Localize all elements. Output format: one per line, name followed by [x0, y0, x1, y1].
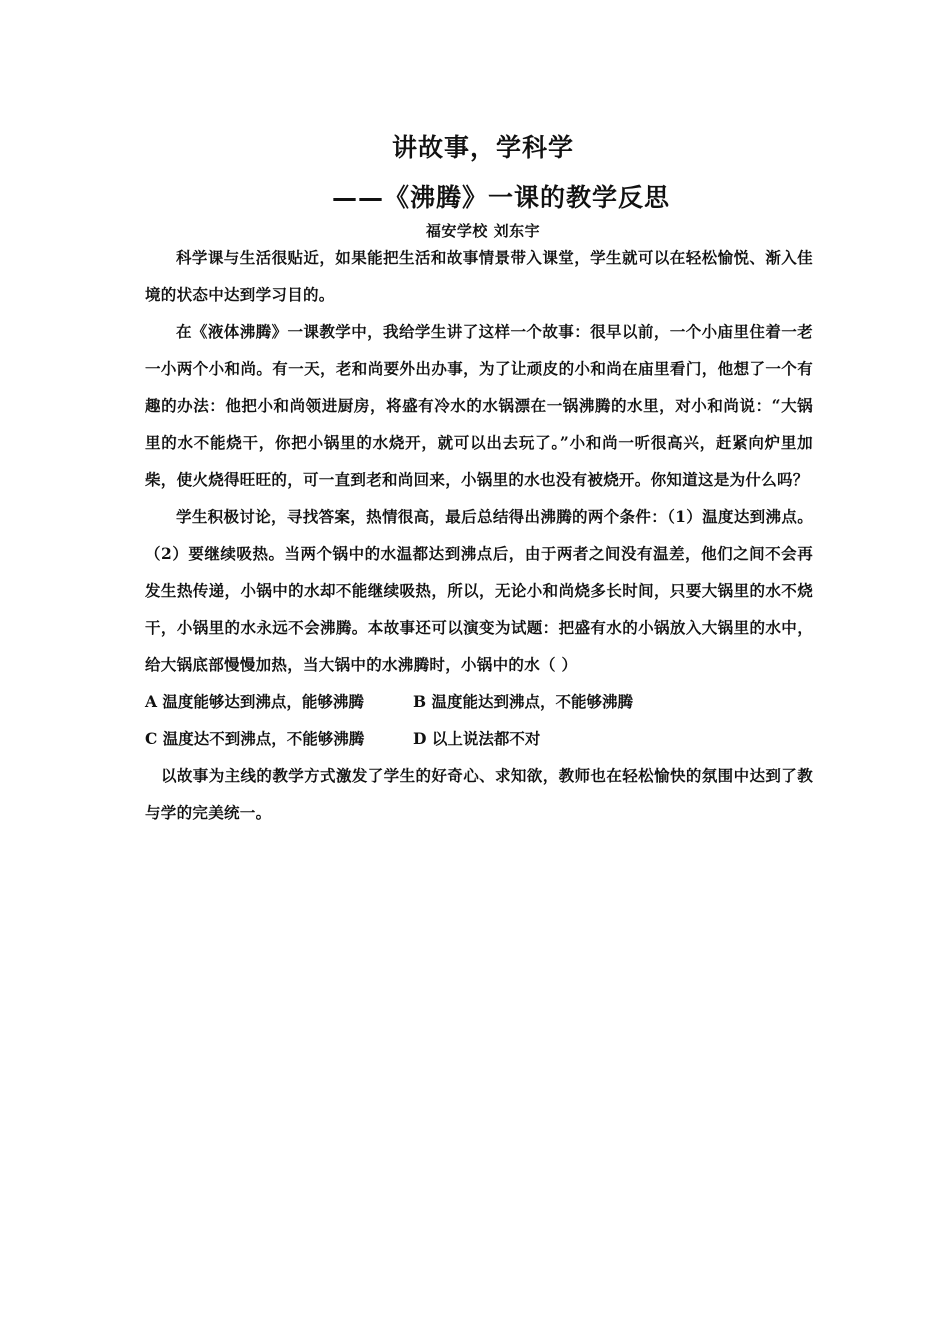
options-row-1 [145, 683, 813, 720]
author-line: 福安学校 刘东宇 [425, 222, 541, 240]
document-page [145, 128, 813, 831]
paragraph-story: 在《液体沸腾》一课教学中，我给学生讲了这样一个故事：很早以前，一个小庙里住着一老一小两个小和尚。有一天，老和尚要外出办事，为了让顽皮的小和尚在庙里看门，他想了一个有趣的办法：他把小和尚领进厨房，将盛有冷水的水锅漂在一锅沸腾的水里，对小和尚说：“大锅里的水不能烧干，你把小锅里的水烧开，就可以出去玩了。”小和尚一听很高兴，赶紧向炉里加柴，使火烧得旺旺的，可一直到老和尚回来，小锅里的水也没有被烧开。你知道这是为什么吗？ [145, 322, 813, 489]
document-title: 讲故事，学科学 [391, 133, 574, 162]
options-row-2 [145, 720, 813, 757]
paragraph-intro: 科学课与生活很贴近，如果能把生活和故事情景带入课堂，学生就可以在轻松愉悦、渐入佳境的状态中达到学习目的。 [145, 248, 813, 304]
paragraph-discussion: 学生积极讨论，寻找答案，热情很高，最后总结得出沸腾的两个条件：（1）温度达到沸点。（2）要继续吸热。当两个锅中的水温都达到沸点后，由于两者之间没有温差，他们之间不会再发生热传递，小锅中的水却不能继续吸热，所以，无论小和尚烧多长时间，只要大锅里的水不烧干，小锅里的水永远不会沸腾。本故事还可以演变为试题：把盛有水的小锅放入大锅里的水中，给大锅底部慢慢加热，当大锅中的水沸腾时，小锅中的水（ ） [145, 507, 813, 674]
option-b: B 温度能达到沸点，不能够沸腾 [413, 692, 633, 711]
document-subtitle: ——《沸腾》一课的教学反思 [331, 183, 670, 212]
option-c: C 温度达不到沸点，不能够沸腾 [145, 729, 365, 748]
paragraph-conclusion: 以故事为主线的教学方式激发了学生的好奇心、求知欲，教师也在轻松愉快的氛围中达到了教与学的完美统一。 [145, 766, 813, 822]
option-d: D 以上说法都不对 [413, 729, 541, 748]
option-a: A 温度能够达到沸点，能够沸腾 [145, 692, 364, 711]
